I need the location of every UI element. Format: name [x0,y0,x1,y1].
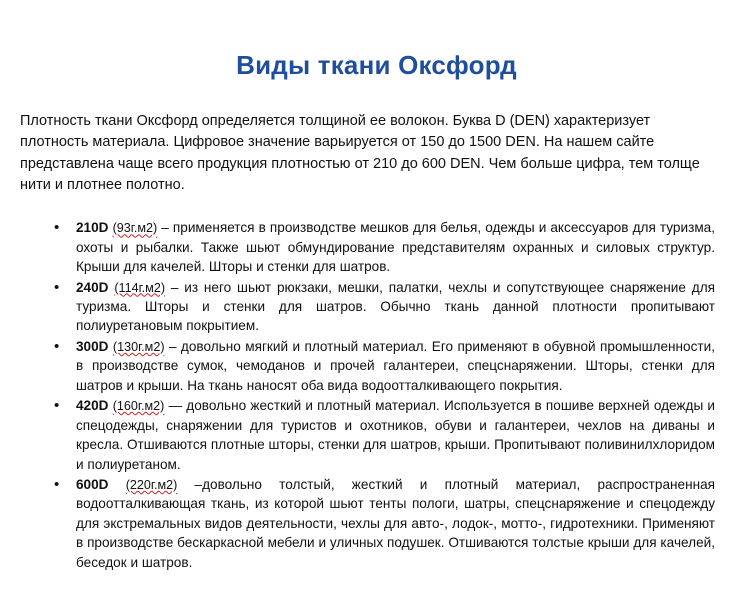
item-lead-600d: 600D [76,476,109,492]
list-item [16,337,737,395]
list-item [16,475,737,572]
item-text-600d: –довольно толстый, жесткий и плотный материал, распространенная водоотталкивающая ткань, из которой шьют тенты пологи, шатры, спецснаряжение и спецодежду для экстремальных видов деятельности, чехлы для авто-, лодок-, мотто-, гидротехники. Применяют в производстве бескаркасной мебели и уличных подушек. Отшиваются толстые крыши для качелей, беседок и шатров. [76,476,716,570]
fabric-density-list [16,196,737,572]
item-text-300d: – довольно мягкий и плотный материал. Его применяют в обувной промышленности, в производстве сумок, чемоданов и прочей галантереи, спецснаряжении. Шторы, стенки для шатров и крыши. На ткань наносят оба вида водоотталкивающего покрытия. [76,338,715,393]
item-text-240d: – из него шьют рюкзаки, мешки, палатки, чехлы и сопутствующее снаряжение для туризма. Шторы и стенки для шатров. Обычно ткань данной плотности пропитывают полиуретановым покрытием. [76,279,716,334]
item-text-210d: – применяется в производстве мешков для белья, одежды и аксессуаров для туризма, охоты и рыбалки. Также шьют обмундирование представителям охранных и силовых структур. Крыши для качелей. Шторы и стенки для шатров. [76,220,715,275]
item-text-420d: — довольно жесткий и плотный материал. Используется в пошиве верхней одежды и спецодежды, снаряжении для туристов и охотников, обуви и галантереи, чехлов на диваны и кресла. Отшиваются плотные шторы, стенки для шатров, крыши. Пропитывают поливинилхлоридом и полиуретаном. [76,398,716,472]
intro-paragraph: Плотность ткани Оксфорд определяется толщиной ее волокон. Буква D (DEN) характеризует плотность материала. Цифровое значение варьируется от 150 до 1500 DEN. На нашем сайте представлена чаще всего продукция плотностью от 210 до 600 DEN. Чем больше цифра, тем толще нити и плотнее полотно. [20,113,700,193]
item-lead-240d: 240D [76,279,109,295]
item-lead-210d: 210D [76,220,109,236]
item-density-210d: (93г.м2) [112,221,158,236]
list-item [16,218,737,276]
item-density-300d: (130г.м2) [112,339,165,354]
item-density-420d: (160г.м2) [112,399,165,414]
item-density-600d: (220г.м2) [125,477,178,492]
item-lead-300d: 300D [76,338,109,354]
page-title: Виды ткани Оксфорд [236,50,517,80]
item-lead-420d: 420D [76,398,109,414]
list-item [16,278,737,336]
list-item [16,396,737,474]
item-density-240d: (114г.м2) [114,280,166,295]
